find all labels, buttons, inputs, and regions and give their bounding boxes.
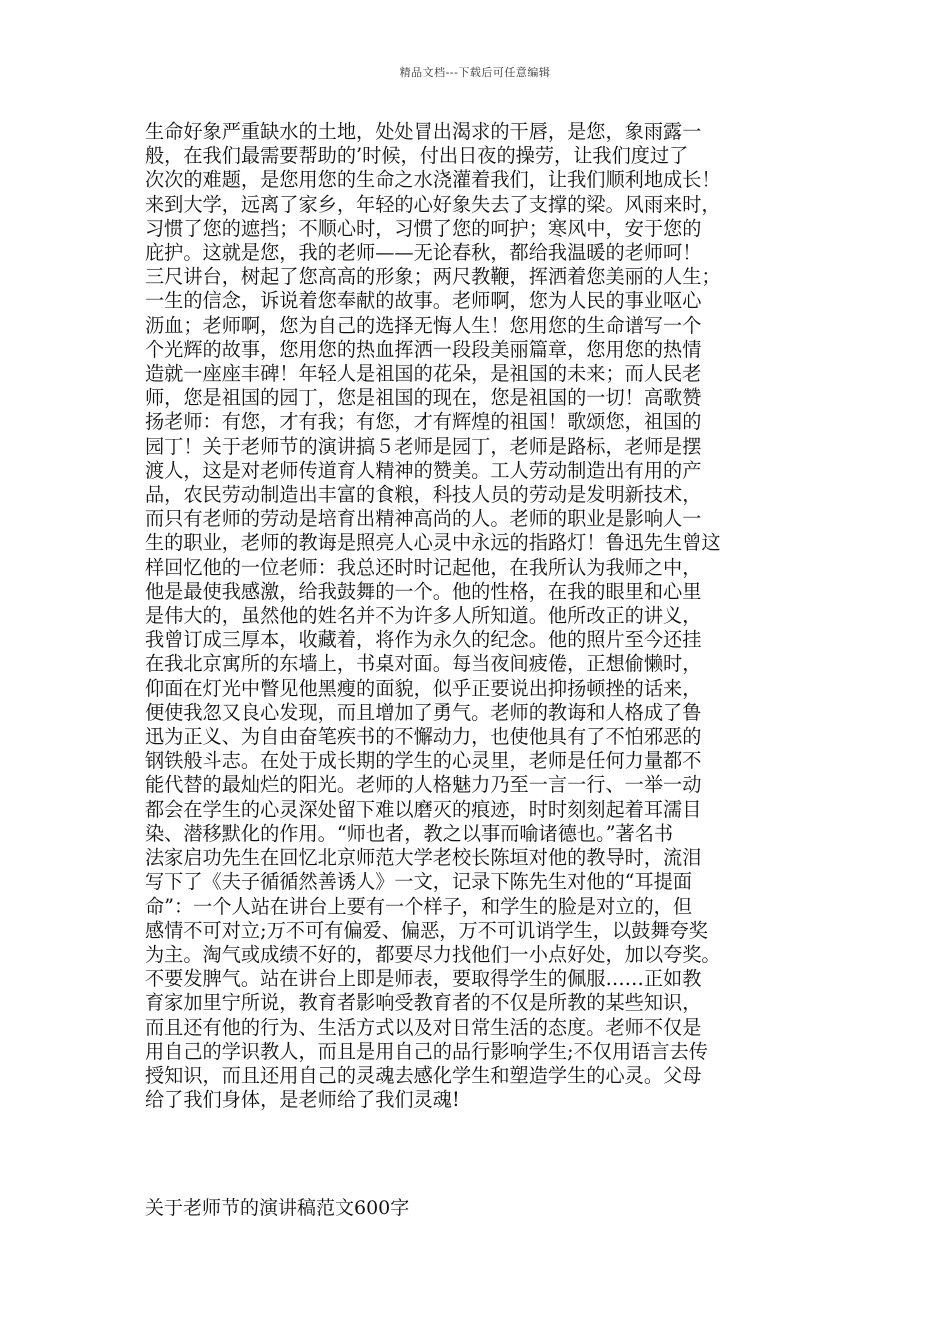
text-line: 钢铁般斗志。在处于成长期的学生的心灵里，老师是任何力量都不 <box>145 749 702 773</box>
text-line: 造就一座座丰碑！年轻人是祖国的花朵，是祖国的未来；而人民老 <box>145 362 702 386</box>
text-line: 般，在我们最需要帮助的’时候，付出日夜的操劳，让我们度过了 <box>145 144 689 168</box>
text-line: 而且还有他的行为、生活方式以及对日常生活的态度。老师不仅是 <box>145 1015 702 1039</box>
text-line: 来到大学，远离了家乡，年轻的心好象失去了支撑的梁。风雨来时， <box>145 192 721 216</box>
text-line: 不要发脾气。站在讲台上即是师表，要取得学生的佩服……正如教 <box>145 967 702 991</box>
page-header: 精品文档---下载后可任意编辑 <box>399 66 551 79</box>
text-line: 样回忆他的一位老师：我总还时时记起他，在我所认为我师之中， <box>145 555 702 579</box>
text-line: 染、潜移默化的作用。“师也者，教之以事而喻诸德也。”著名书 <box>145 821 674 845</box>
text-line: 他是最使我感激，给我鼓舞的一个。他的性格，在我的眼里和心里 <box>145 579 702 603</box>
text-line: 庇护。这就是您，我的老师——无论春秋，都给我温暖的老师呵！ <box>145 241 702 265</box>
text-line: 而只有老师的劳动是培育出精神高尚的人。老师的职业是影响人一 <box>145 507 702 531</box>
text-line: 沥血；老师啊，您为自己的选择无悔人生！您用您的生命谱写一个 <box>145 313 702 337</box>
text-line: 师，您是祖国的园丁，您是祖国的现在，您是祖国的一切！高歌赞 <box>145 386 702 410</box>
text-line: 是伟大的，虽然他的姓名并不为许多人所知道。他所改正的讲义， <box>145 604 702 628</box>
section-title: 关于老师节的演讲稿范文600字 <box>145 1197 410 1219</box>
text-line: 迅为正义、为自由奋笔疾书的不懈动力，也使他具有了不怕邪恶的 <box>145 725 702 749</box>
text-line: 我曾订成三厚本，收藏着，将作为永久的纪念。他的照片至今还挂 <box>145 628 702 652</box>
text-line: 生的职业，老师的教诲是照亮人心灵中永远的指路灯！鲁迅先生曾这 <box>145 531 721 555</box>
text-line: 品，农民劳动制造出丰富的食粮，科技人员的劳动是发明新技术， <box>145 483 702 507</box>
text-line: 渡人，这是对老师传道育人精神的赞美。工人劳动制造出有用的产 <box>145 458 702 482</box>
text-line: 仰面在灯光中瞥见他黑瘦的面貌，似乎正要说出抑扬顿挫的话来， <box>145 676 702 700</box>
text-line: 给了我们身体，是老师给了我们灵魂! <box>145 1088 460 1112</box>
text-line: 感情不可对立;万不可有偏爱、偏恶，万不可讥诮学生，以鼓舞夸奖 <box>145 918 708 942</box>
text-line: 在我北京寓所的东墙上，书桌对面。每当夜间疲倦，正想偷懒时， <box>145 652 702 676</box>
text-line: 写下了《夫子循循然善诱人》一文，记录下陈先生对他的“耳提面 <box>145 870 693 894</box>
text-line: 扬老师：有您，才有我；有您，才有辉煌的祖国！歌颂您，祖国的 <box>145 410 702 434</box>
text-line: 都会在学生的心灵深处留下难以磨灭的痕迹，时时刻刻起着耳濡目 <box>145 797 702 821</box>
text-line: 便使我忽又良心发现，而且增加了勇气。老师的教诲和人格成了鲁 <box>145 700 702 724</box>
text-line: 育家加里宁所说，教育者影响受教育者的不仅是所教的某些知识， <box>145 991 702 1015</box>
text-line: 授知识，而且还用自己的灵魂去感化学生和塑造学生的心灵。父母 <box>145 1063 702 1087</box>
text-line: 能代替的最灿烂的阳光。老师的人格魅力乃至一言一行、一举一动 <box>145 773 702 797</box>
text-line: 为主。淘气或成绩不好的，都要尽力找他们一小点好处，加以夸奖。 <box>145 942 721 966</box>
text-line: 生命好象严重缺水的土地，处处冒出渴求的干唇，是您，象雨露一 <box>145 120 702 143</box>
text-line: 个光辉的故事，您用您的热血挥洒一段段美丽篇章，您用您的热情 <box>145 337 702 361</box>
text-line: 命”：一个人站在讲台上要有一个样子，和学生的脸是对立的，但 <box>145 894 693 918</box>
text-line: 法家启功先生在回忆北京师范大学老校长陈垣对他的教导时，流泪 <box>145 846 702 870</box>
text-line: 园丁！关于老师节的演讲搞５老师是园丁，老师是路标，老师是摆 <box>145 434 702 458</box>
text-line: 习惯了您的遮挡；不顺心时，习惯了您的呵护；寒风中，安于您的 <box>145 216 702 240</box>
text-line: 用自己的学识教人，而且是用自己的品行影响学生;不仅用语言去传 <box>145 1039 708 1063</box>
body-text <box>145 120 835 1112</box>
text-line: 三尺讲台，树起了您高高的形象；两尺教鞭，挥洒着您美丽的人生； <box>145 265 721 289</box>
text-line: 一生的信念，诉说着您奉献的故事。老师啊，您为人民的事业呕心 <box>145 289 702 313</box>
text-line: 次次的难题，是您用您的生命之水浇灌着我们，让我们顺利地成长！ <box>145 168 721 192</box>
